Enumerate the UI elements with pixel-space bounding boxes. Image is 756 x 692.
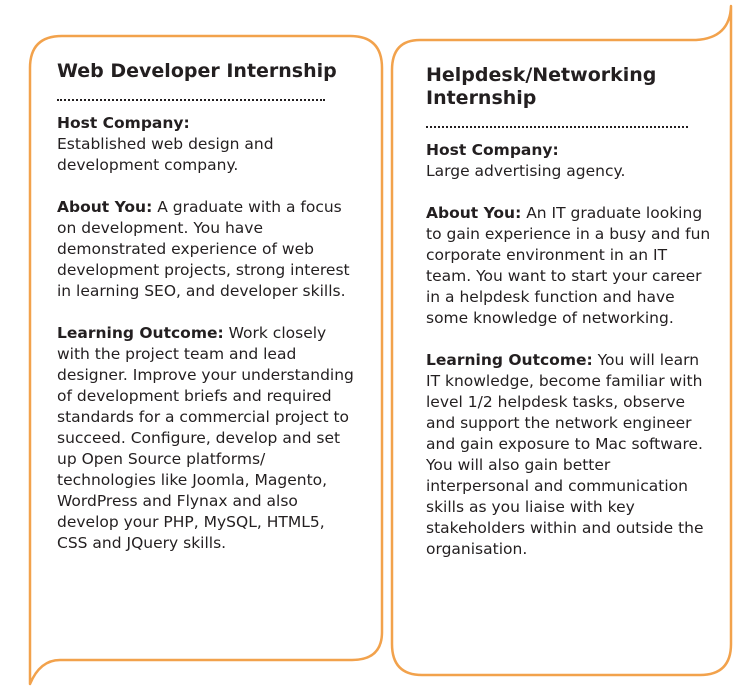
web-developer-card — [57, 60, 357, 554]
host-company-section — [426, 140, 716, 182]
card-title: Helpdesk/Networking Internship — [426, 64, 657, 109]
helpdesk-networking-card — [426, 64, 716, 560]
host-company-label: Host Company: — [426, 141, 559, 159]
card-title: Web Developer Internship — [57, 60, 337, 82]
host-company-text: Established web design and development company. — [57, 135, 274, 174]
about-you-label: About You: — [426, 204, 522, 222]
host-company-text: Large advertising agency. — [426, 162, 626, 180]
about-you-section — [426, 203, 716, 329]
about-you-text: A graduate with a focus on development. You have demonstrated experience of web development projects, strong interest in learning SEO, and developer skills. — [57, 198, 350, 300]
about-you-label: About You: — [57, 198, 153, 216]
about-you-text: An IT graduate looking to gain experience in a busy and fun corporate environment in an IT team. You want to start your career in a helpdesk function and have some knowledge of networking. — [426, 204, 711, 327]
dotted-divider — [57, 99, 325, 101]
host-company-section — [57, 113, 357, 176]
host-company-label: Host Company: — [57, 114, 190, 132]
learning-outcome-section — [426, 350, 716, 560]
learning-outcome-text: You will learn IT knowledge, become familiar with level 1/2 helpdesk tasks, observe and support the network engineer and gain exposure to Mac software. You will also gain better interpersonal and communication skills as you liaise with key stakeholders within and outside the organisation. — [426, 351, 704, 558]
learning-outcome-text: Work closely with the project team and lead designer. Improve your understanding of development briefs and required standards for a commercial project to succeed. Configure, develop and set up Open Source platforms/ technologies like Joomla, Magento, WordPress and Flynax and also develop your PHP, MySQL, HTML5, CSS and JQuery skills. — [57, 324, 354, 552]
learning-outcome-label: Learning Outcome: — [57, 324, 224, 342]
about-you-section — [57, 197, 357, 302]
dotted-divider — [426, 126, 688, 128]
learning-outcome-label: Learning Outcome: — [426, 351, 593, 369]
learning-outcome-section — [57, 323, 357, 554]
